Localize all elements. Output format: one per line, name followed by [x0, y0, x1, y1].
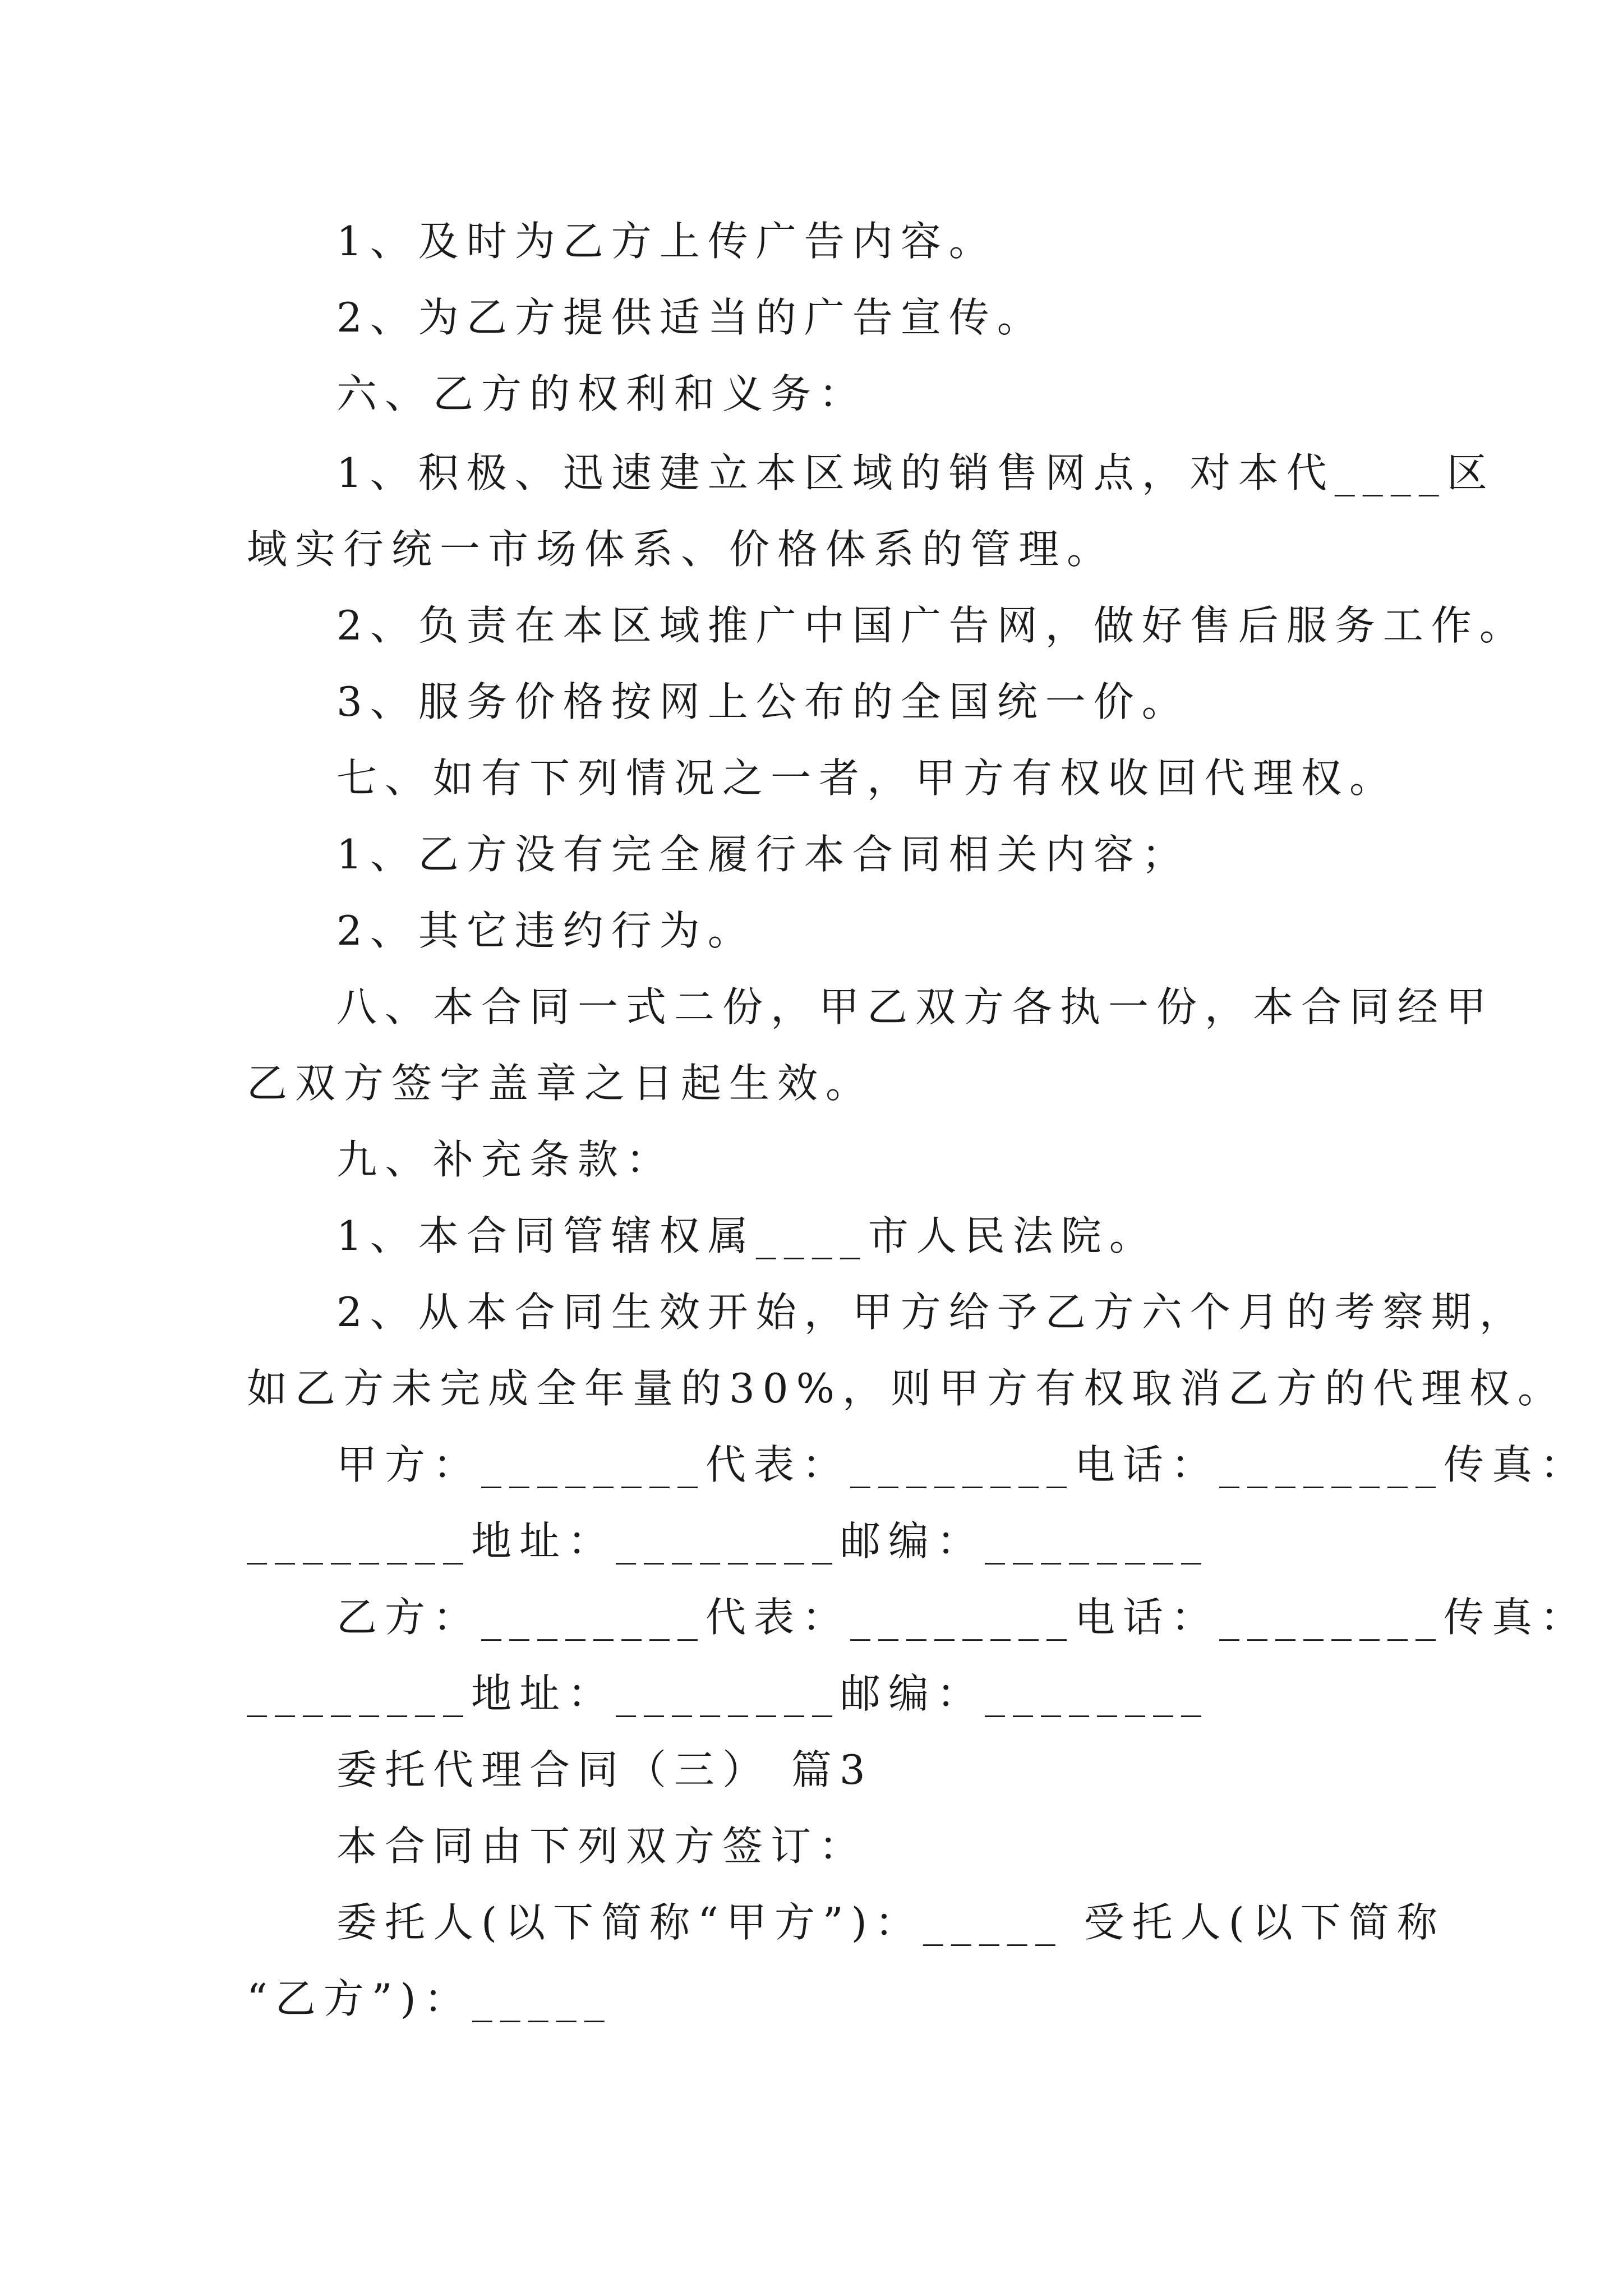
section-heading: 六、乙方的权利和义务：	[336, 370, 868, 417]
paragraph-line: 2、从本合同生效开始，甲方给予乙方六个月的考察期，	[336, 1289, 1528, 1336]
paragraph-line: 2、其它违约行为。	[336, 907, 756, 954]
paragraph-line: 1、及时为乙方上传广告内容。	[336, 218, 997, 265]
paragraph-line: 委托人(以下简称“甲方”)：_____ 受托人(以下简称	[336, 1899, 1445, 1946]
contract-title: 委托代理合同（三） 篇3	[336, 1746, 873, 1793]
section-heading: 七、如有下列情况之一者，甲方有权收回代理权。	[336, 754, 1398, 802]
section-heading: 九、补充条款：	[336, 1136, 675, 1183]
paragraph-line: “乙方”)：_____	[247, 1975, 612, 2022]
paragraph-line: 如乙方未完成全年量的30%，则甲方有权取消乙方的代理权。	[247, 1365, 1566, 1412]
paragraph-line: 本合同由下列双方签订：	[336, 1823, 868, 1870]
paragraph-line: 3、服务价格按网上公布的全国统一价。	[336, 678, 1190, 725]
party-b-address-line: ________地址：________邮编：________	[247, 1670, 1210, 1717]
section-heading: 八、本合同一式二份，甲乙双方各执一份，本合同经甲	[336, 983, 1495, 1030]
paragraph-line: 乙双方签字盖章之日起生效。	[247, 1060, 874, 1107]
paragraph-line: 2、为乙方提供适当的广告宣传。	[336, 294, 1045, 341]
party-a-contact-line: 甲方：________代表：________电话：________传真：	[336, 1441, 1589, 1488]
paragraph-line: 域实行统一市场体系、价格体系的管理。	[247, 526, 1115, 573]
paragraph-line: 1、本合同管辖权属____市人民法院。	[336, 1212, 1158, 1259]
party-a-address-line: ________地址：________邮编：________	[247, 1517, 1210, 1565]
paragraph-line: 1、乙方没有完全履行本合同相关内容；	[336, 831, 1190, 878]
paragraph-line: 1、积极、迅速建立本区域的销售网点，对本代____区	[336, 449, 1495, 496]
paragraph-line: 2、负责在本区域推广中国广告网，做好售后服务工作。	[336, 602, 1528, 649]
party-b-contact-line: 乙方：________代表：________电话：________传真：	[336, 1594, 1589, 1641]
